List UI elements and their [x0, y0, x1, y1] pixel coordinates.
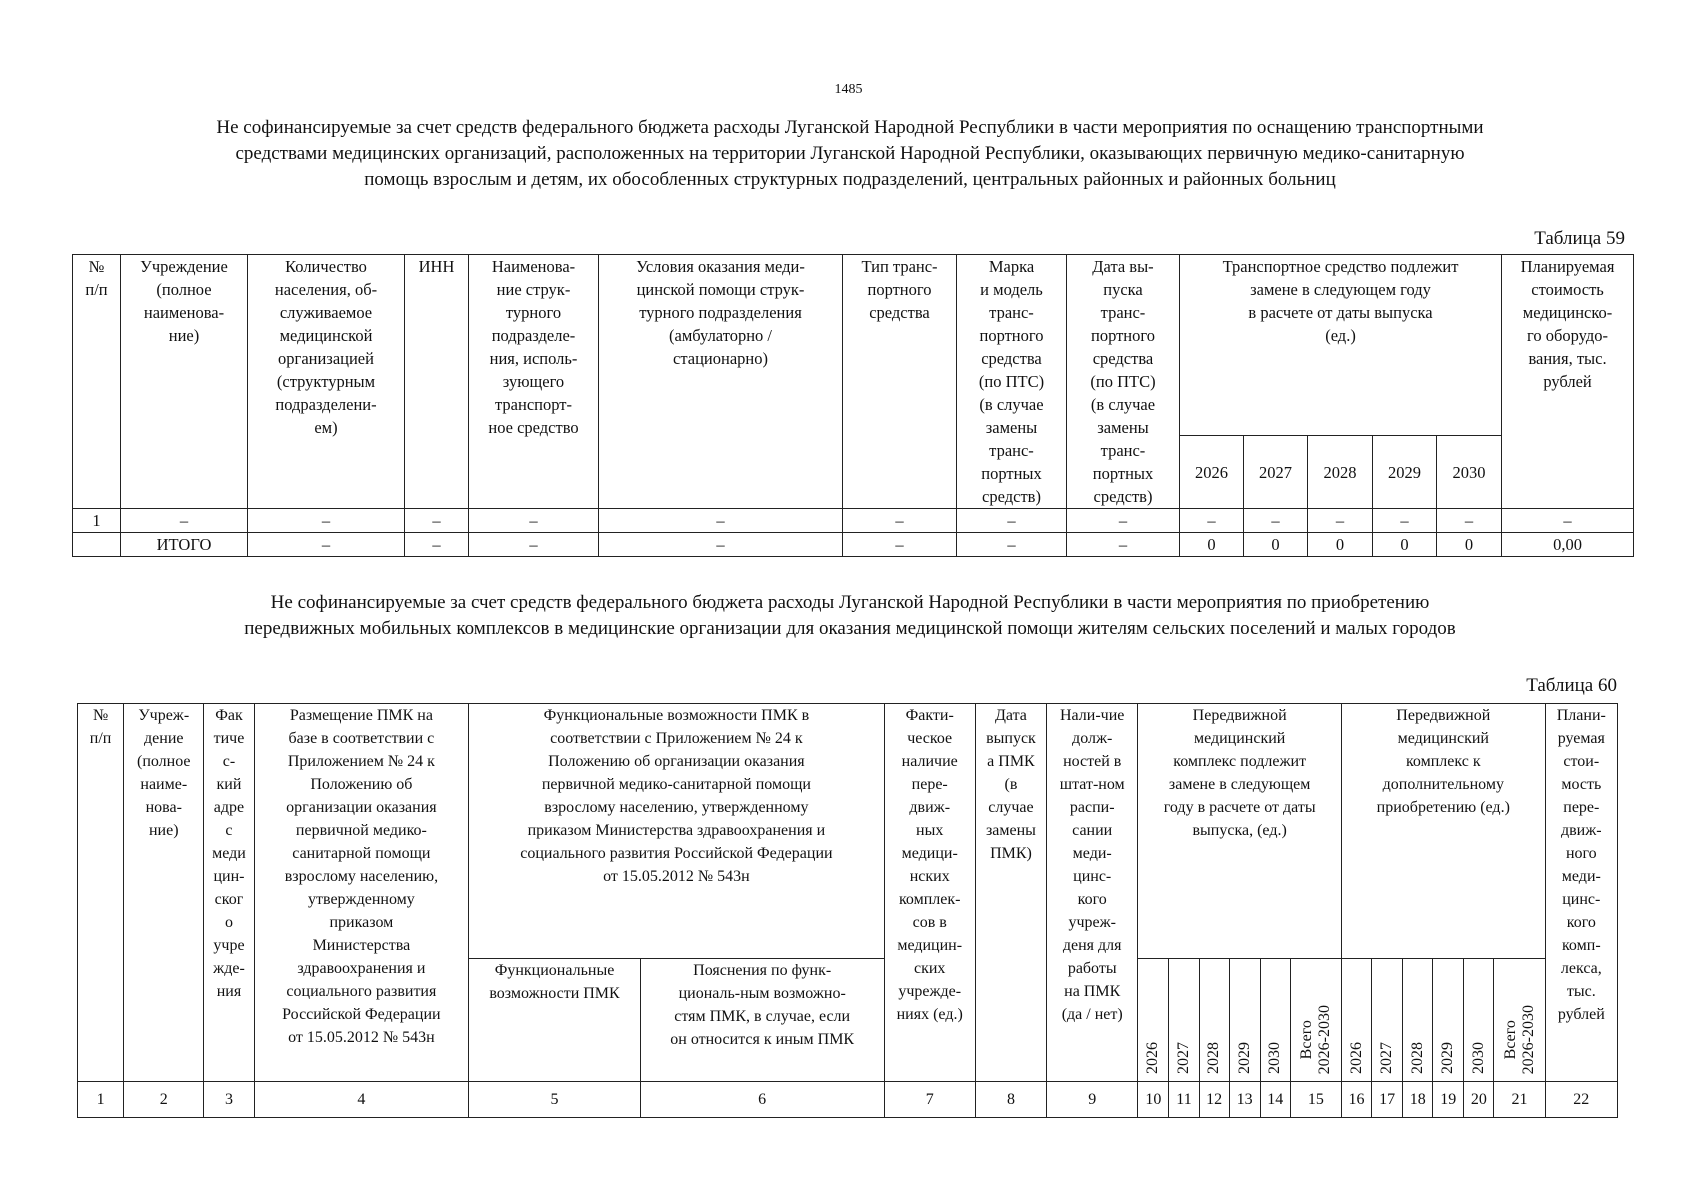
section2-heading-line: передвижных мобильных комплексов в медицинские организации для оказания медицинской помощи жителям сельских поселений и малых городов: [244, 618, 1456, 639]
table-cell: –: [843, 533, 957, 557]
table-cell: –: [469, 533, 599, 557]
header-additional-total: Всего 2026-2030: [1494, 959, 1545, 1082]
column-number: 21: [1494, 1082, 1545, 1118]
header-cost: Плани- руемая стои- мость пере- движ- ного меди- цинс- кого комп- лекса, тыс. рублей: [1545, 704, 1617, 1082]
header-replace-year: 2027: [1169, 959, 1199, 1082]
table-cell: 0: [1373, 533, 1437, 557]
header-year: 2028: [1308, 436, 1373, 509]
table-cell: 0: [1244, 533, 1308, 557]
column-number: 2: [124, 1082, 204, 1118]
header-placement: Размещение ПМК на базе в соответствии с Приложением № 24 к Положению об организации оказания первичной медико- санитарной помощи взрослому населению, утвержденному приказом Министерства здравоохранения и социального развития Российской Федерации от 15.05.2012 № 543н: [254, 704, 469, 1082]
header-institution: Учреж- дение (полное наиме- нова- ние): [124, 704, 204, 1082]
table-cell: –: [121, 509, 248, 533]
table-cell: –: [843, 509, 957, 533]
header-additional-year: 2026: [1341, 959, 1371, 1082]
table-cell: –: [957, 509, 1067, 533]
header-additional: Передвижной медицинский комплекс к дополнительному приобретению (ед.): [1341, 704, 1545, 959]
table-cell: –: [248, 533, 405, 557]
table-cell: 0: [1437, 533, 1502, 557]
table-cell: –: [405, 509, 469, 533]
column-number: 8: [975, 1082, 1046, 1118]
column-number: 6: [640, 1082, 884, 1118]
column-number: 15: [1290, 1082, 1341, 1118]
table-cell: 0,00: [1502, 533, 1634, 557]
section1-heading: [60, 115, 1640, 193]
header-release: Дата выпуск а ПМК (в случае замены ПМК): [975, 704, 1046, 1082]
table-cell: –: [469, 509, 599, 533]
table-cell: 0: [1180, 533, 1244, 557]
header-additional-year: 2030: [1464, 959, 1494, 1082]
table-cell: –: [599, 509, 843, 533]
header-additional-year: 2028: [1403, 959, 1433, 1082]
header-address: Фак тиче с- кий адре с меди цин- ског о учре жде- ния: [204, 704, 254, 1082]
table-cell: ИТОГО: [121, 533, 248, 557]
column-number: 16: [1341, 1082, 1371, 1118]
page-number: 1485: [834, 82, 863, 97]
column-number: 1: [78, 1082, 124, 1118]
table-cell: –: [1502, 509, 1634, 533]
section2-heading-line: Не софинансируемые за счет средств федерального бюджета расходы Луганской Народной Республики в части мероприятия по приобретению: [270, 592, 1430, 613]
table-row: [73, 509, 1634, 533]
header-func-sub1: Функциональные возможности ПМК: [469, 959, 641, 1082]
header-func-sub2: Пояснения по функ- циональ-ным возможно- стям ПМК, в случае, если он относится к иным ПМК: [640, 959, 884, 1082]
table-cell: –: [1308, 509, 1373, 533]
table-cell: –: [1244, 509, 1308, 533]
table-cell: –: [957, 533, 1067, 557]
header-replace-year: 2029: [1229, 959, 1260, 1082]
table-cell: [73, 533, 121, 557]
column-number: 11: [1169, 1082, 1199, 1118]
header-num: № п/п: [73, 255, 121, 509]
header-replace-year: 2026: [1138, 959, 1169, 1082]
header-replacement: Транспортное средство подлежит замене в следующем году в расчете от даты выпуска (ед.): [1180, 255, 1502, 436]
header-conditions: Условия оказания меди- цинской помощи струк- турного подразделения (амбулаторно / стационарно): [599, 255, 843, 509]
header-actual: Факти- ческое наличие пере- движ- ных медици- нских комплек- сов в медицин- ских учрежде- ниях (ед.): [884, 704, 975, 1082]
table-60: [77, 703, 1618, 1118]
column-number: 17: [1372, 1082, 1403, 1118]
column-number: 19: [1433, 1082, 1464, 1118]
header-cost: Планируемая стоимость медицинско- го оборудо- вания, тыс. рублей: [1502, 255, 1634, 509]
header-population: Количество населения, об- служиваемое медицинской организацией (структурным подразделени- ем): [248, 255, 405, 509]
table-row-total: [73, 533, 1634, 557]
section1-heading-line: средствами медицинских организаций, расположенных на территории Луганской Народной Республики, оказывающих первичную медико-санитарную: [235, 143, 1465, 164]
header-year: 2030: [1437, 436, 1502, 509]
header-replace-total: Всего 2026-2030: [1290, 959, 1341, 1082]
header-additional-year: 2029: [1433, 959, 1464, 1082]
section2-heading: [60, 590, 1640, 642]
column-number: 14: [1260, 1082, 1290, 1118]
header-functional: Функциональные возможности ПМК в соответствии с Приложением № 24 к Положению об организации оказания первичной медико-санитарной помощи взрослому населению, утвержденному приказом Министерства здравоохранения и социального развития Российской Федерации от 15.05.2012 № 543н: [469, 704, 884, 959]
table-cell: –: [405, 533, 469, 557]
header-inn: ИНН: [405, 255, 469, 509]
header-year: 2029: [1373, 436, 1437, 509]
table-cell: –: [1437, 509, 1502, 533]
column-number: 10: [1138, 1082, 1169, 1118]
header-num: № п/п: [78, 704, 124, 1082]
table-cell: –: [599, 533, 843, 557]
table-cell: –: [1067, 509, 1180, 533]
column-number: 20: [1464, 1082, 1494, 1118]
column-number: 12: [1199, 1082, 1229, 1118]
table-cell: –: [248, 509, 405, 533]
header-year: 2026: [1180, 436, 1244, 509]
table-60-label: Таблица 60: [1526, 675, 1617, 696]
table-cell: 0: [1308, 533, 1373, 557]
section1-heading-line: помощь взрослым и детям, их обособленных структурных подразделений, центральных районных и районных больниц: [364, 169, 1336, 190]
header-institution: Учреждение (полное наименова- ние): [121, 255, 248, 509]
column-number: 18: [1403, 1082, 1433, 1118]
column-number: 3: [204, 1082, 254, 1118]
column-number: 9: [1047, 1082, 1138, 1118]
header-unit-name: Наименова- ние струк- турного подразделе- ния, исполь- зующего транспорт- ное средство: [469, 255, 599, 509]
header-release-date: Дата вы- пуска транс- портного средства (по ПТС) (в случае замены транс- портных средств): [1067, 255, 1180, 509]
table-cell: –: [1067, 533, 1180, 557]
header-brand: Марка и модель транс- портного средства (по ПТС) (в случае замены транс- портных средств): [957, 255, 1067, 509]
table-cell: –: [1373, 509, 1437, 533]
column-number: 13: [1229, 1082, 1260, 1118]
header-year: 2027: [1244, 436, 1308, 509]
column-numbers-row: [78, 1082, 1618, 1118]
column-number: 22: [1545, 1082, 1617, 1118]
header-replace-year: 2028: [1199, 959, 1229, 1082]
table-cell: –: [1180, 509, 1244, 533]
table-cell: 1: [73, 509, 121, 533]
header-replace: Передвижной медицинский комплекс подлежит замене в следующем году в расчете от даты выпуска, (ед.): [1138, 704, 1342, 959]
column-number: 7: [884, 1082, 975, 1118]
header-additional-year: 2027: [1372, 959, 1403, 1082]
header-replace-year: 2030: [1260, 959, 1290, 1082]
column-number: 5: [469, 1082, 641, 1118]
section1-heading-line: Не софинансируемые за счет средств федерального бюджета расходы Луганской Народной Республики в части мероприятия по оснащению транспортными: [216, 117, 1484, 138]
table-59-label: Таблица 59: [1534, 228, 1625, 249]
table-59: [72, 254, 1634, 557]
header-vehicle-type: Тип транс- портного средства: [843, 255, 957, 509]
column-number: 4: [254, 1082, 469, 1118]
header-staff: Нали-чие долж- ностей в штат-ном распи- сании меди- цинс- кого учреж- деня для работы на ПМК (да / нет): [1047, 704, 1138, 1082]
